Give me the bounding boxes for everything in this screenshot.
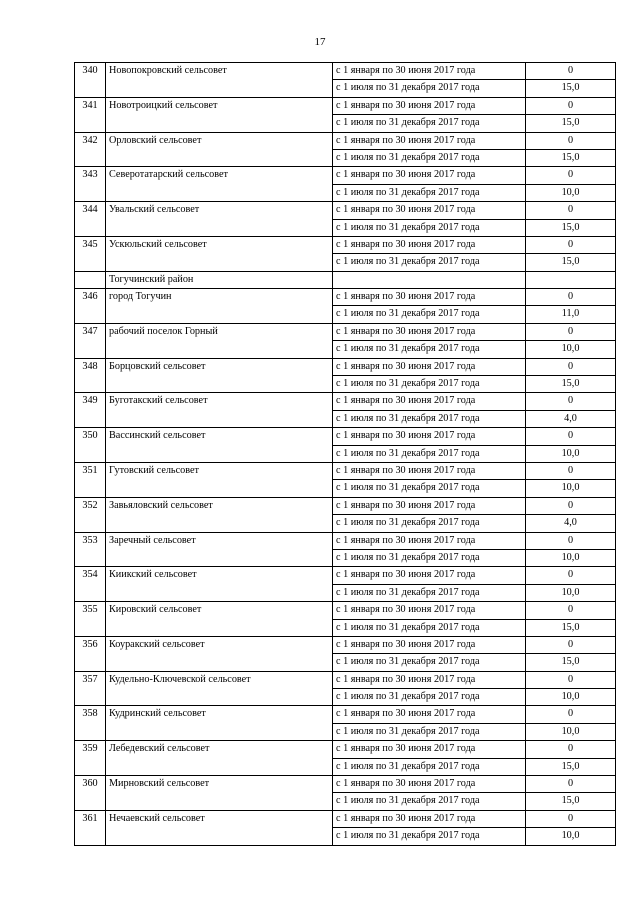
table-row-continuation	[75, 219, 616, 236]
table-row	[75, 323, 616, 340]
period-second-half: с 1 июля по 31 декабря 2017 года	[333, 480, 526, 497]
settlement-name-continuation	[106, 654, 333, 671]
row-number-continuation	[75, 219, 106, 236]
table-row	[75, 741, 616, 758]
table-row	[75, 428, 616, 445]
value-first-half: 0	[526, 323, 616, 340]
settlement-name: Новотроицкий сельсовет	[106, 97, 333, 114]
table-row-continuation	[75, 184, 616, 201]
value-first-half: 0	[526, 532, 616, 549]
row-number-continuation	[75, 254, 106, 271]
settlement-name: Гутовский сельсовет	[106, 462, 333, 479]
table-row	[75, 358, 616, 375]
settlement-name-continuation	[106, 80, 333, 97]
period-first-half: с 1 января по 30 июня 2017 года	[333, 706, 526, 723]
row-number-continuation	[75, 480, 106, 497]
settlement-name: город Тогучин	[106, 289, 333, 306]
period-first-half: с 1 января по 30 июня 2017 года	[333, 202, 526, 219]
settlement-name-continuation	[106, 115, 333, 132]
value-second-half: 10,0	[526, 184, 616, 201]
row-number: 350	[75, 428, 106, 445]
value-second-half: 4,0	[526, 515, 616, 532]
table-row-continuation	[75, 115, 616, 132]
row-number-continuation	[75, 115, 106, 132]
row-number: 345	[75, 236, 106, 253]
period-second-half: с 1 июля по 31 декабря 2017 года	[333, 376, 526, 393]
row-number-continuation	[75, 376, 106, 393]
table-row-continuation	[75, 584, 616, 601]
settlement-name: Нечаевский сельсовет	[106, 810, 333, 827]
tariff-table-body	[75, 63, 616, 846]
settlement-name-continuation	[106, 306, 333, 323]
row-number: 361	[75, 810, 106, 827]
value-second-half: 10,0	[526, 445, 616, 462]
settlement-name: Северотатарский сельсовет	[106, 167, 333, 184]
district-name: Тогучинский район	[106, 271, 333, 288]
row-number-continuation	[75, 584, 106, 601]
value-first-half: 0	[526, 97, 616, 114]
row-number-continuation	[75, 80, 106, 97]
row-number-continuation	[75, 515, 106, 532]
value-second-half: 15,0	[526, 149, 616, 166]
period-second-half: с 1 июля по 31 декабря 2017 года	[333, 445, 526, 462]
value-second-half: 10,0	[526, 828, 616, 845]
settlement-name-continuation	[106, 793, 333, 810]
row-number-continuation	[75, 445, 106, 462]
period-first-half: с 1 января по 30 июня 2017 года	[333, 167, 526, 184]
value-second-half: 10,0	[526, 584, 616, 601]
table-row	[75, 167, 616, 184]
value-second-half: 15,0	[526, 376, 616, 393]
row-number-continuation	[75, 723, 106, 740]
value-first-half: 0	[526, 741, 616, 758]
table-row-continuation	[75, 828, 616, 845]
settlement-name: Вассинский сельсовет	[106, 428, 333, 445]
period-second-half: с 1 июля по 31 декабря 2017 года	[333, 689, 526, 706]
settlement-name: Борцовский сельсовет	[106, 358, 333, 375]
value-second-half: 10,0	[526, 689, 616, 706]
settlement-name-continuation	[106, 410, 333, 427]
period-first-half: с 1 января по 30 июня 2017 года	[333, 358, 526, 375]
period-second-half: с 1 июля по 31 декабря 2017 года	[333, 758, 526, 775]
row-number: 346	[75, 289, 106, 306]
settlement-name: Кировский сельсовет	[106, 602, 333, 619]
value-second-half: 15,0	[526, 654, 616, 671]
settlement-name: Мирновский сельсовет	[106, 776, 333, 793]
table-row	[75, 462, 616, 479]
period-first-half: с 1 января по 30 июня 2017 года	[333, 602, 526, 619]
row-number: 355	[75, 602, 106, 619]
settlement-name: Завьяловский сельсовет	[106, 497, 333, 514]
table-row-continuation	[75, 341, 616, 358]
value-first-half: 0	[526, 428, 616, 445]
table-row	[75, 810, 616, 827]
row-number-continuation	[75, 793, 106, 810]
settlement-name: Увальский сельсовет	[106, 202, 333, 219]
settlement-name-continuation	[106, 445, 333, 462]
row-number: 340	[75, 63, 106, 80]
row-number: 353	[75, 532, 106, 549]
period-first-half: с 1 января по 30 июня 2017 года	[333, 63, 526, 80]
value-first-half: 0	[526, 497, 616, 514]
settlement-name: Буготакский сельсовет	[106, 393, 333, 410]
settlement-name-continuation	[106, 149, 333, 166]
row-number: 360	[75, 776, 106, 793]
period-first-half: с 1 января по 30 июня 2017 года	[333, 428, 526, 445]
period-first-half: с 1 января по 30 июня 2017 года	[333, 636, 526, 653]
table-row-continuation	[75, 149, 616, 166]
settlement-name: Орловский сельсовет	[106, 132, 333, 149]
row-number-continuation	[75, 549, 106, 566]
settlement-name: Кудринский сельсовет	[106, 706, 333, 723]
period-second-half: с 1 июля по 31 декабря 2017 года	[333, 80, 526, 97]
period-second-half: с 1 июля по 31 декабря 2017 года	[333, 115, 526, 132]
period-second-half: с 1 июля по 31 декабря 2017 года	[333, 654, 526, 671]
settlement-name: Кудельно-Ключевской сельсовет	[106, 671, 333, 688]
settlement-name-continuation	[106, 549, 333, 566]
table-row-continuation	[75, 80, 616, 97]
table-row	[75, 393, 616, 410]
period-first-half: с 1 января по 30 июня 2017 года	[333, 810, 526, 827]
settlement-name-continuation	[106, 828, 333, 845]
row-number-continuation	[75, 619, 106, 636]
settlement-name-continuation	[106, 758, 333, 775]
row-number: 351	[75, 462, 106, 479]
row-number-continuation	[75, 689, 106, 706]
row-number: 342	[75, 132, 106, 149]
row-number-continuation	[75, 341, 106, 358]
table-row	[75, 202, 616, 219]
value-first-half: 0	[526, 706, 616, 723]
value-first-half: 0	[526, 358, 616, 375]
table-row	[75, 602, 616, 619]
row-number: 349	[75, 393, 106, 410]
table-row	[75, 97, 616, 114]
settlement-name-continuation	[106, 723, 333, 740]
value-first-half: 0	[526, 63, 616, 80]
table-row	[75, 497, 616, 514]
table-row-continuation	[75, 549, 616, 566]
value-second-half: 15,0	[526, 254, 616, 271]
value-second-half: 10,0	[526, 480, 616, 497]
row-number-cell	[75, 271, 106, 288]
value-second-half: 11,0	[526, 306, 616, 323]
value-first-half: 0	[526, 810, 616, 827]
table-row-continuation	[75, 306, 616, 323]
table-row	[75, 706, 616, 723]
table-row	[75, 289, 616, 306]
period-second-half: с 1 июля по 31 декабря 2017 года	[333, 219, 526, 236]
row-number: 358	[75, 706, 106, 723]
value-second-half: 15,0	[526, 115, 616, 132]
period-second-half: с 1 июля по 31 декабря 2017 года	[333, 619, 526, 636]
table-row-continuation	[75, 758, 616, 775]
value-second-half: 15,0	[526, 793, 616, 810]
value-first-half: 0	[526, 776, 616, 793]
row-number: 341	[75, 97, 106, 114]
row-number-continuation	[75, 410, 106, 427]
period-first-half: с 1 января по 30 июня 2017 года	[333, 671, 526, 688]
table-row	[75, 567, 616, 584]
period-second-half: с 1 июля по 31 декабря 2017 года	[333, 828, 526, 845]
row-number-continuation	[75, 149, 106, 166]
row-number-continuation	[75, 184, 106, 201]
table-row-continuation	[75, 619, 616, 636]
row-number-continuation	[75, 758, 106, 775]
settlement-name: Лебедевский сельсовет	[106, 741, 333, 758]
table-row-continuation	[75, 654, 616, 671]
table-row-continuation	[75, 515, 616, 532]
settlement-name-continuation	[106, 584, 333, 601]
table-row-continuation	[75, 689, 616, 706]
page-number: 17	[314, 36, 326, 48]
value-first-half: 0	[526, 202, 616, 219]
settlement-name-continuation	[106, 341, 333, 358]
period-first-half: с 1 января по 30 июня 2017 года	[333, 97, 526, 114]
value-first-half: 0	[526, 236, 616, 253]
value-second-half: 15,0	[526, 619, 616, 636]
period-first-half: с 1 января по 30 июня 2017 года	[333, 532, 526, 549]
table-row-continuation	[75, 254, 616, 271]
settlement-name-continuation	[106, 184, 333, 201]
table-row	[75, 532, 616, 549]
tariff-table	[74, 62, 616, 846]
table-row	[75, 63, 616, 80]
period-second-half: с 1 июля по 31 декабря 2017 года	[333, 793, 526, 810]
period-first-half: с 1 января по 30 июня 2017 года	[333, 132, 526, 149]
period-second-half: с 1 июля по 31 декабря 2017 года	[333, 515, 526, 532]
table-row	[75, 671, 616, 688]
row-number-continuation	[75, 306, 106, 323]
value-second-half: 15,0	[526, 219, 616, 236]
table-row	[75, 236, 616, 253]
settlement-name: Коуракский сельсовет	[106, 636, 333, 653]
settlement-name: Заречный сельсовет	[106, 532, 333, 549]
value-first-half: 0	[526, 289, 616, 306]
value-second-half: 10,0	[526, 549, 616, 566]
table-row-continuation	[75, 445, 616, 462]
table-row-continuation	[75, 793, 616, 810]
settlement-name-continuation	[106, 480, 333, 497]
period-second-half: с 1 июля по 31 декабря 2017 года	[333, 549, 526, 566]
table-row-continuation	[75, 410, 616, 427]
period-first-half: с 1 января по 30 июня 2017 года	[333, 741, 526, 758]
table-row-continuation	[75, 723, 616, 740]
value-second-half: 15,0	[526, 758, 616, 775]
value-first-half: 0	[526, 393, 616, 410]
table-row-continuation	[75, 480, 616, 497]
period-first-half: с 1 января по 30 июня 2017 года	[333, 567, 526, 584]
period-first-half: с 1 января по 30 июня 2017 года	[333, 393, 526, 410]
settlement-name-continuation	[106, 376, 333, 393]
table-row	[75, 132, 616, 149]
table-row	[75, 776, 616, 793]
settlement-name-continuation	[106, 515, 333, 532]
settlement-name: Ускюльский сельсовет	[106, 236, 333, 253]
row-number: 354	[75, 567, 106, 584]
period-first-half: с 1 января по 30 июня 2017 года	[333, 462, 526, 479]
value-cell	[526, 271, 616, 288]
row-number: 359	[75, 741, 106, 758]
table-row-continuation	[75, 376, 616, 393]
row-number: 357	[75, 671, 106, 688]
row-number: 347	[75, 323, 106, 340]
value-first-half: 0	[526, 132, 616, 149]
settlement-name-continuation	[106, 619, 333, 636]
value-second-half: 10,0	[526, 723, 616, 740]
period-first-half: с 1 января по 30 июня 2017 года	[333, 776, 526, 793]
row-number: 343	[75, 167, 106, 184]
period-second-half: с 1 июля по 31 декабря 2017 года	[333, 149, 526, 166]
period-second-half: с 1 июля по 31 декабря 2017 года	[333, 723, 526, 740]
period-second-half: с 1 июля по 31 декабря 2017 года	[333, 410, 526, 427]
row-number: 356	[75, 636, 106, 653]
row-number-continuation	[75, 654, 106, 671]
value-first-half: 0	[526, 671, 616, 688]
table-row	[75, 636, 616, 653]
settlement-name-continuation	[106, 689, 333, 706]
value-first-half: 0	[526, 602, 616, 619]
row-number-continuation	[75, 828, 106, 845]
period-second-half: с 1 июля по 31 декабря 2017 года	[333, 306, 526, 323]
row-number: 344	[75, 202, 106, 219]
district-header-row	[75, 271, 616, 288]
period-first-half: с 1 января по 30 июня 2017 года	[333, 323, 526, 340]
value-second-half: 10,0	[526, 341, 616, 358]
period-first-half: с 1 января по 30 июня 2017 года	[333, 236, 526, 253]
value-second-half: 4,0	[526, 410, 616, 427]
period-cell	[333, 271, 526, 288]
row-number: 348	[75, 358, 106, 375]
settlement-name: рабочий поселок Горный	[106, 323, 333, 340]
value-first-half: 0	[526, 167, 616, 184]
row-number: 352	[75, 497, 106, 514]
period-second-half: с 1 июля по 31 декабря 2017 года	[333, 584, 526, 601]
value-first-half: 0	[526, 567, 616, 584]
period-first-half: с 1 января по 30 июня 2017 года	[333, 289, 526, 306]
period-first-half: с 1 января по 30 июня 2017 года	[333, 497, 526, 514]
settlement-name: Киикский сельсовет	[106, 567, 333, 584]
settlement-name: Новопокровский сельсовет	[106, 63, 333, 80]
period-second-half: с 1 июля по 31 декабря 2017 года	[333, 341, 526, 358]
value-second-half: 15,0	[526, 80, 616, 97]
period-second-half: с 1 июля по 31 декабря 2017 года	[333, 254, 526, 271]
value-first-half: 0	[526, 462, 616, 479]
settlement-name-continuation	[106, 254, 333, 271]
value-first-half: 0	[526, 636, 616, 653]
period-second-half: с 1 июля по 31 декабря 2017 года	[333, 184, 526, 201]
settlement-name-continuation	[106, 219, 333, 236]
